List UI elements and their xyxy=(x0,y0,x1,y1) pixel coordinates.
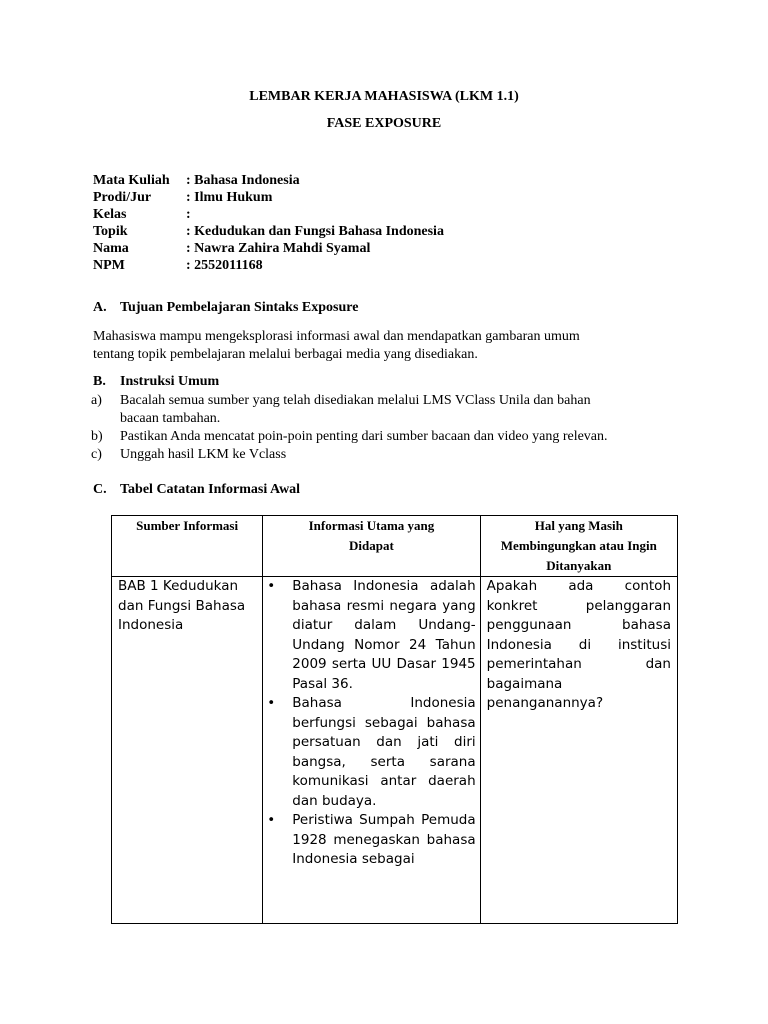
meta-row-topic xyxy=(93,223,444,240)
meta-label: NPM xyxy=(93,258,125,273)
bullet-icon: • xyxy=(267,812,276,828)
bullet-text: Bahasa Indonesia adalah bahasa resmi negara yang diatur dalam Undang-Undang Nomor 24 Tahun 2009 serta UU Dasar 1945 Pasal 36. xyxy=(292,578,476,692)
section-b-letter: B. xyxy=(93,374,106,389)
information-table xyxy=(111,515,678,924)
section-a-paragraph-line2: tentang topik pembelajaran melalui berbagai media yang disediakan. xyxy=(93,347,478,362)
bullet-text: Bahasa Indonesia berfungsi sebagai bahasa persatuan dan jati diri bangsa, serta sarana komunikasi antar daerah dan budaya. xyxy=(292,695,476,809)
meta-label: Nama xyxy=(93,241,129,256)
bullet-icon: • xyxy=(267,578,276,594)
table-header-row xyxy=(112,516,678,577)
meta-value: : 2552011168 xyxy=(186,258,263,273)
list-text xyxy=(120,392,591,428)
list-item xyxy=(267,694,475,811)
table-header-cell xyxy=(263,516,480,577)
bullet-icon: • xyxy=(267,695,276,711)
meta-row-npm xyxy=(93,257,444,274)
meta-row-program xyxy=(93,189,444,206)
table-row xyxy=(112,577,678,924)
meta-value: : Ilmu Hukum xyxy=(186,190,273,205)
list-marker: c) xyxy=(91,447,102,462)
table-header-cell xyxy=(480,516,677,577)
main-info-list xyxy=(263,577,479,923)
meta-value: : xyxy=(186,207,191,222)
document-subtitle: FASE EXPOSURE xyxy=(326,116,442,131)
list-marker: a) xyxy=(91,393,102,408)
header-questions: Hal yang Masih Membingungkan atau Ingin Ditanyakan xyxy=(500,518,657,573)
meta-value: : Kedudukan dan Fungsi Bahasa Indonesia xyxy=(186,224,444,239)
document-title: LEMBAR KERJA MAHASISWA (LKM 1.1) xyxy=(249,89,519,104)
meta-value: : Bahasa Indonesia xyxy=(186,173,300,188)
list-item xyxy=(91,428,691,446)
list-item xyxy=(91,446,691,464)
list-text-line: bacaan tambahan. xyxy=(120,411,221,426)
list-marker: b) xyxy=(91,429,103,444)
header-source: Sumber Informasi xyxy=(136,518,239,533)
meta-block xyxy=(93,172,444,274)
list-item xyxy=(267,811,475,870)
source-text: BAB 1 Kedudukan dan Fungsi Bahasa Indonesia xyxy=(118,578,246,633)
meta-value: : Nawra Zahira Mahdi Syamal xyxy=(186,241,371,256)
section-c-letter: C. xyxy=(93,482,107,497)
header-main-info: Informasi Utama yang Didapat xyxy=(308,518,435,553)
table-cell-main-info xyxy=(263,577,480,924)
meta-row-class xyxy=(93,206,444,223)
meta-label: Kelas xyxy=(93,207,127,222)
table-header-cell xyxy=(112,516,263,577)
question-text: Apakah ada contoh konkret pelanggaran penggunaan bahasa Indonesia di institusi pemerintahan dan bagaimana penanganannya? xyxy=(486,578,671,711)
list-text: Pastikan Anda mencatat poin-poin penting dari sumber bacaan dan video yang relevan. xyxy=(120,429,608,444)
bullet-text: Peristiwa Sumpah Pemuda 1928 menegaskan bahasa Indonesia sebagai xyxy=(292,812,476,867)
section-c-heading: Tabel Catatan Informasi Awal xyxy=(120,482,301,497)
instruction-list xyxy=(91,392,691,464)
section-b-heading: Instruksi Umum xyxy=(120,374,220,389)
list-item xyxy=(267,577,475,694)
table-cell-source xyxy=(112,577,263,924)
list-text-line: Bacalah semua sumber yang telah disediakan melalui LMS VClass Unila dan bahan xyxy=(120,393,591,408)
meta-row-name xyxy=(93,240,444,257)
table-cell-question xyxy=(480,577,677,924)
meta-row-course xyxy=(93,172,444,189)
meta-label: Mata Kuliah xyxy=(93,173,170,188)
section-a-heading: Tujuan Pembelajaran Sintaks Exposure xyxy=(120,300,359,315)
meta-label: Topik xyxy=(93,224,128,239)
meta-label: Prodi/Jur xyxy=(93,190,152,205)
section-a-letter: A. xyxy=(93,300,107,315)
list-text: Unggah hasil LKM ke Vclass xyxy=(120,447,287,462)
section-a-paragraph-line1: Mahasiswa mampu mengeksplorasi informasi awal dan mendapatkan gambaran umum xyxy=(93,329,580,344)
list-item xyxy=(91,392,691,428)
